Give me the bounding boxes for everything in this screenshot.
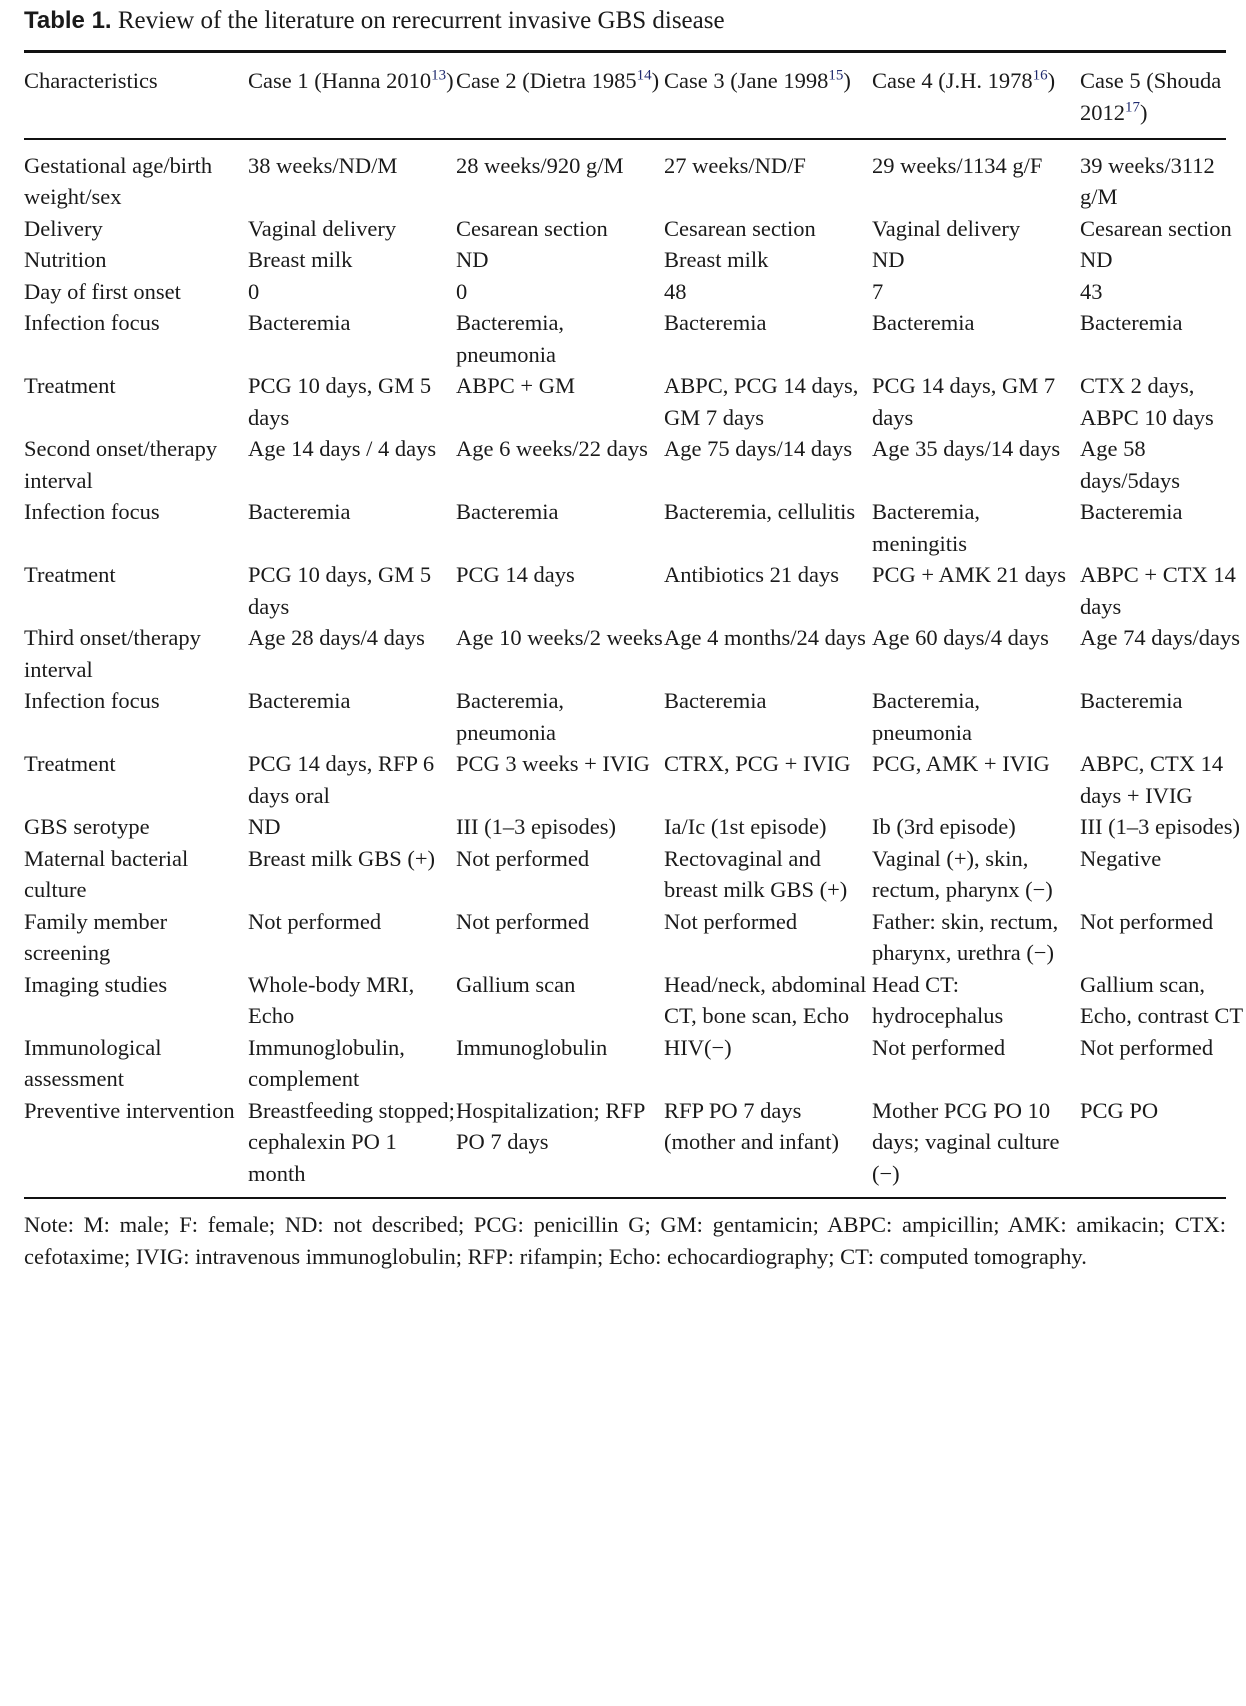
cell-case-1: 38 weeks/ND/M	[248, 152, 398, 178]
table-row	[24, 370, 1246, 433]
cell-case-1: Immunoglobulin, complement	[248, 1034, 405, 1091]
cell-case-2: ABPC + GM	[456, 373, 575, 398]
header-case-1: Case 1 (Hanna 2010$^{13}$)	[248, 67, 454, 93]
cell-case-4: 7	[872, 278, 884, 304]
cell-case-1: Bacteremia	[248, 688, 351, 713]
table-body	[24, 140, 1246, 1198]
cell-case-3: 48	[664, 278, 687, 304]
cell-case-5: ABPC, CTX 14 days + IVIG	[1080, 751, 1224, 808]
cell-case-2: ND	[456, 247, 489, 272]
cell-case-4: Age 60 days/4 days	[872, 625, 1049, 650]
cell-case-2: PCG 3 weeks + IVIG	[456, 751, 650, 776]
table-row	[24, 559, 1246, 622]
cell-case-4: Vaginal delivery	[872, 215, 1021, 241]
table-figure	[24, 6, 1244, 1273]
row-label: Nutrition	[24, 247, 107, 272]
row-label: Treatment	[24, 751, 116, 776]
cell-case-4: 29 weeks/1134 g/F	[872, 152, 1043, 178]
citation-ref[interactable]: 13	[431, 67, 447, 84]
cell-case-4: Not performed	[872, 1034, 1006, 1060]
cell-case-4: ND	[872, 247, 905, 272]
cell-case-5: CTX 2 days, ABPC 10 days	[1080, 373, 1214, 430]
row-label: Family member screening	[24, 908, 168, 965]
row-label: Infection focus	[24, 310, 160, 335]
cell-case-2: Immunoglobulin	[456, 1034, 608, 1060]
cell-case-4: Age 35 days/14 days	[872, 436, 1061, 461]
row-label: Second onset/therapy interval	[24, 436, 218, 493]
table-row	[24, 906, 1246, 969]
row-label: Maternal bacterial culture	[24, 845, 189, 902]
cell-case-1: Whole-body MRI, Echo	[248, 971, 415, 1028]
cell-case-2: III (1–3 episodes)	[456, 814, 616, 839]
cell-case-3: CTRX, PCG + IVIG	[664, 751, 851, 776]
cell-case-2: Hospitalization; RFP PO 7 days	[456, 1097, 645, 1154]
cell-case-4: Father: skin, rectum, pharynx, urethra (−)	[872, 908, 1059, 965]
cell-case-1: Breastfeeding stopped; cephalexin PO 1 month	[248, 1097, 455, 1186]
cell-case-1: Bacteremia	[248, 499, 351, 524]
cell-case-3: Age 75 days/14 days	[664, 436, 853, 461]
cell-case-4: Head CT: hydrocephalus	[872, 971, 1004, 1028]
table-row	[24, 748, 1246, 811]
bottom-rule	[24, 1197, 1226, 1199]
row-label: Delivery	[24, 215, 103, 241]
cell-case-2: Not performed	[456, 845, 590, 871]
cell-case-5: Gallium scan, Echo, contrast CT	[1080, 971, 1244, 1028]
table-row	[24, 685, 1246, 748]
cell-case-3: Breast milk	[664, 247, 769, 272]
cell-case-2: 28 weeks/920 g/M	[456, 152, 624, 178]
cell-case-2: 0	[456, 278, 468, 304]
table-title: Review of the literature on rerecurrent invasive GBS disease	[117, 7, 725, 34]
cell-case-1: Bacteremia	[248, 310, 351, 335]
cell-case-2: Gallium scan	[456, 971, 576, 997]
cell-case-3: ABPC, PCG 14 days, GM 7 days	[664, 373, 859, 430]
cell-case-5: Not performed	[1080, 908, 1214, 934]
literature-table	[24, 53, 1246, 1197]
cell-case-1: ND	[248, 814, 281, 839]
cell-case-2: Bacteremia, pneumonia	[456, 688, 565, 745]
table-row	[24, 140, 1246, 213]
cell-case-1: Age 14 days / 4 days	[248, 436, 437, 461]
cell-case-3: HIV(−)	[664, 1034, 732, 1060]
table-caption	[24, 6, 1234, 40]
cell-case-4: Mother PCG PO 10 days; vaginal culture (−)	[872, 1097, 1060, 1186]
cell-case-1: Age 28 days/4 days	[248, 625, 425, 650]
cell-case-3: Not performed	[664, 908, 798, 934]
header-characteristics: Characteristics	[24, 68, 158, 93]
cell-case-4: PCG, AMK + IVIG	[872, 751, 1050, 776]
cell-case-4: Vaginal (+), skin, rectum, pharynx (−)	[872, 845, 1053, 902]
cell-case-3: Rectovaginal and breast milk GBS (+)	[664, 845, 848, 902]
citation-ref[interactable]: 14	[636, 67, 652, 84]
table-row	[24, 622, 1246, 685]
table-row	[24, 843, 1246, 906]
citation-ref[interactable]: 16	[1032, 67, 1048, 84]
cell-case-3: Bacteremia, cellulitis	[664, 499, 856, 524]
cell-case-4: Bacteremia, pneumonia	[872, 688, 981, 745]
cell-case-5: Age 58 days/5days	[1080, 436, 1180, 493]
table-row	[24, 969, 1246, 1032]
row-label: Treatment	[24, 373, 116, 398]
cell-case-2: Age 10 weeks/2 weeks	[456, 625, 663, 650]
cell-case-4: PCG + AMK 21 days	[872, 562, 1066, 587]
cell-case-2: Not performed	[456, 908, 590, 934]
cell-case-5: III (1–3 episodes)	[1080, 814, 1240, 839]
cell-case-3: Head/neck, abdominal CT, bone scan, Echo	[664, 971, 867, 1028]
table-note: Note: M: male; F: female; ND: not described; PCG: penicillin G; GM: gentamicin; ABPC: ampicillin; AMK: amikacin; CTX: cefotaxime; IVIG: intravenous immunoglobulin; RFP: rifampin; Echo: echocardiography; CT: computed tomography.	[24, 1211, 1226, 1269]
cell-case-5: ND	[1080, 247, 1113, 272]
cell-case-5: Negative	[1080, 845, 1162, 871]
cell-case-3: RFP PO 7 days (mother and infant)	[664, 1097, 839, 1154]
cell-case-3: Bacteremia	[664, 310, 767, 335]
cell-case-5: 39 weeks/3112 g/M	[1080, 152, 1215, 209]
cell-case-5: Not performed	[1080, 1034, 1214, 1060]
cell-case-3: Age 4 months/24 days	[664, 625, 866, 650]
cell-case-1: Vaginal delivery	[248, 215, 397, 241]
row-label: Infection focus	[24, 499, 160, 524]
row-label: Preventive intervention	[24, 1097, 235, 1123]
header-case-4: Case 4 (J.H. 1978$^{16}$)	[872, 67, 1056, 93]
row-label: Third onset/therapy interval	[24, 625, 201, 682]
cell-case-1: PCG 10 days, GM 5 days	[248, 373, 432, 430]
table-row	[24, 213, 1246, 245]
cell-case-4: PCG 14 days, GM 7 days	[872, 373, 1056, 430]
cell-case-3: Antibiotics 21 days	[664, 562, 839, 587]
table-row	[24, 276, 1246, 308]
cell-case-2: Bacteremia, pneumonia	[456, 310, 565, 367]
header-case-5: Case 5 (Shouda 2012$^{17}$)	[1080, 68, 1222, 125]
citation-ref[interactable]: 17	[1125, 99, 1140, 115]
row-label: Treatment	[24, 562, 116, 587]
cell-case-1: 0	[248, 278, 260, 304]
cell-case-2: PCG 14 days	[456, 562, 575, 587]
cell-case-5: ABPC + CTX 14 days	[1080, 562, 1236, 619]
cell-case-3: Bacteremia	[664, 688, 767, 713]
table-row	[24, 1095, 1246, 1198]
cell-case-5: Cesarean section	[1080, 215, 1232, 241]
header-case-2: Case 2 (Dietra 1985$^{14}$)	[456, 67, 660, 93]
cell-case-5: Bacteremia	[1080, 688, 1183, 713]
header-row	[24, 53, 1246, 138]
cell-case-1: Breast milk GBS (+)	[248, 845, 436, 871]
cell-case-2: Bacteremia	[456, 499, 559, 524]
table-label: Table 1.	[24, 7, 112, 34]
cell-case-2: Cesarean section	[456, 215, 608, 241]
table-header	[24, 53, 1246, 140]
row-label: Immunological assessment	[24, 1034, 162, 1091]
table-row	[24, 244, 1246, 276]
row-label: GBS serotype	[24, 814, 150, 839]
row-label: Gestational age/birth weight/sex	[24, 152, 213, 209]
table-row	[24, 811, 1246, 843]
cell-case-3: Cesarean section	[664, 215, 816, 241]
table-row	[24, 496, 1246, 559]
cell-case-5: Bacteremia	[1080, 499, 1183, 524]
cell-case-5: Bacteremia	[1080, 310, 1183, 335]
cell-case-4: Bacteremia	[872, 310, 975, 335]
cell-case-2: Age 6 weeks/22 days	[456, 436, 648, 461]
cell-case-5: 43	[1080, 278, 1103, 304]
table-row	[24, 307, 1246, 370]
table-row	[24, 433, 1246, 496]
cell-case-1: Breast milk	[248, 247, 353, 272]
cell-case-3: Ia/Ic (1st episode)	[664, 814, 827, 839]
table-row	[24, 1032, 1246, 1095]
row-label: Imaging studies	[24, 971, 168, 997]
header-case-3: Case 3 (Jane 1998$^{15}$)	[664, 67, 851, 93]
cell-case-1: PCG 10 days, GM 5 days	[248, 562, 432, 619]
row-label: Infection focus	[24, 688, 160, 713]
cell-case-5: PCG PO	[1080, 1097, 1159, 1123]
row-label: Day of first onset	[24, 278, 181, 304]
cell-case-5: Age 74 days/days	[1080, 625, 1240, 650]
citation-ref[interactable]: 15	[828, 67, 844, 84]
cell-case-4: Ib (3rd episode)	[872, 814, 1016, 839]
cell-case-1: Not performed	[248, 908, 382, 934]
cell-case-1: PCG 14 days, RFP 6 days oral	[248, 751, 435, 808]
cell-case-4: Bacteremia, meningitis	[872, 499, 981, 556]
cell-case-3: 27 weeks/ND/F	[664, 152, 806, 178]
